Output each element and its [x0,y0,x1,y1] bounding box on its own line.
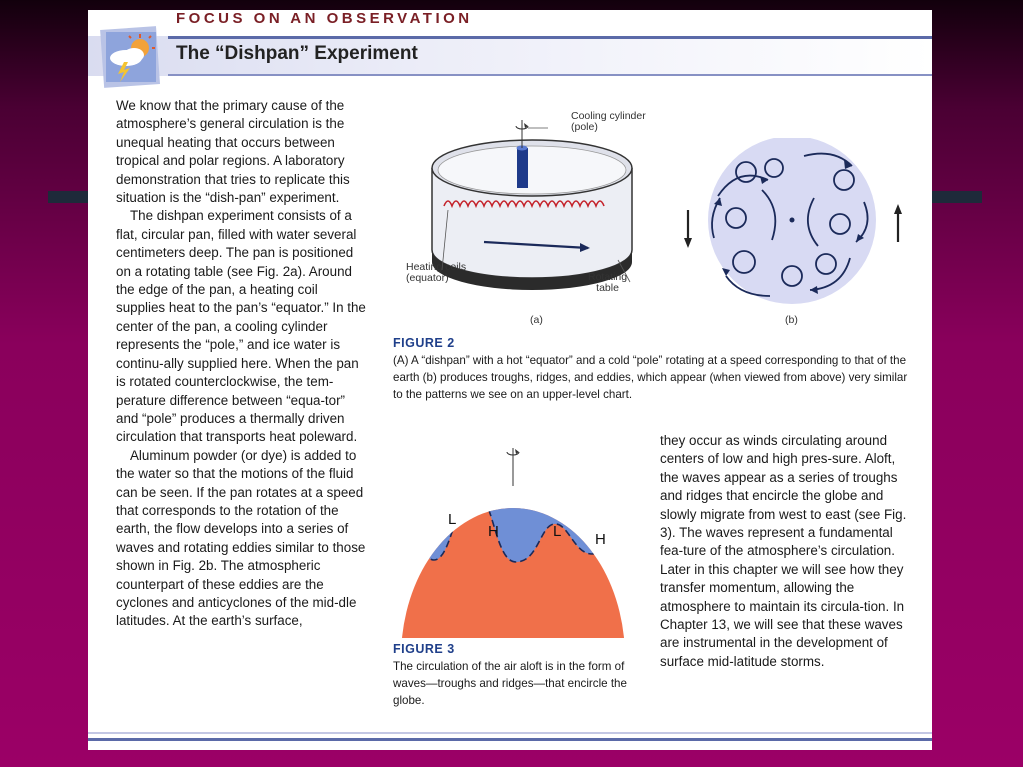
page-title: The “Dishpan” Experiment [176,43,418,64]
panel-label-b: (b) [785,314,798,326]
figure-2-caption: (A) A “dishpan” with a hot “equator” and a cold “pole” rotating at a speed corresponding to that of the earth (b) produces troughs, ridges, and eddies, which appear (when viewed from above) very similar to the patterns we see on an upper-level chart. [393,354,908,401]
decorative-bar-right [932,191,982,203]
pressure-label-high-1: H [488,523,499,540]
figure-2b-eddies [674,138,914,318]
pressure-label-low-2: L [553,523,562,540]
panel-label-a: (a) [530,314,543,326]
paragraph-3: Aluminum powder (or dye) is added to the water so that the motions of the fluid can be seen. If the pan rotates at a speed that corresponds to the rotation of the earth, the flow develops into a series of waves and rotating eddies similar to those shown in Fig. 2b. The atmospheric counterpart of these eddies are the cyclones and anticyclones of the mid-dle latitudes. At the earth’s surface, [116,447,366,629]
bottom-rule-light [88,732,932,734]
decorative-bar-left [48,191,90,203]
figure-3-globe-waves [398,434,628,640]
pressure-label-low-1: L [448,511,457,528]
paragraph-4: they occur as winds circulating around centers of low and high pres-sure. Aloft, the waves appear as a series of troughs and ridges that encircle the globe and slowly migrate from west to east (see Fig. 3). The waves represent a fundamental fea-ture of the atmosphere’s circulation. Later in this chapter we will see how they transfer momentum, allowing the atmosphere to maintain its circula-tion. In Chapter 13, we will see that these waves are instrumental in the development of surface mid-latitude storms. [660,433,907,669]
paragraph-2: The dishpan experiment consists of a flat, circular pan, filled with water several centimeters deep. The pan is positioned on a rotating table (see Fig. 2a). Around the edge of the pan, a heating coil supplies heat to the pan’s “equator.” In the center of the pan, a cooling cylinder represents the “pole,” and ice water is continu-ally supplied here. When the pan is rotated counterclockwise, the tem-perature difference between “equa-tor” and “pole” produces a thermally driven circulation that transports heat poleward. [116,208,366,445]
label-heating-coils: Heating coils (equator) [406,261,467,284]
figure-2-label: FIGURE 2 [393,336,455,350]
title-rule-bottom [168,74,932,76]
left-column-text [116,97,366,631]
focus-label: FOCUS ON AN OBSERVATION [176,10,473,27]
paragraph-1: We know that the primary cause of the atmosphere’s general circulation is the unequal heating that occurs between tropical and polar regions. A laboratory demonstration that tries to replicate this situation is the “dish-pan” experiment. [116,98,350,206]
textbook-page [88,10,932,750]
figure-3-caption: The circulation of the air aloft is in the form of waves—troughs and ridges—that encircle the globe. [393,660,627,707]
figure-3-label: FIGURE 3 [393,642,455,656]
sun-cloud-lightning-icon [100,24,162,88]
right-column-text [660,432,912,671]
figure-2a-dishpan [418,110,648,330]
label-cooling-cylinder: Cooling cylinder (pole) [571,110,646,133]
bottom-rule-dark [88,738,932,741]
title-rule-top [168,36,932,39]
label-rotating-table: Rotating table [588,271,628,294]
pressure-label-high-2: H [595,531,606,548]
